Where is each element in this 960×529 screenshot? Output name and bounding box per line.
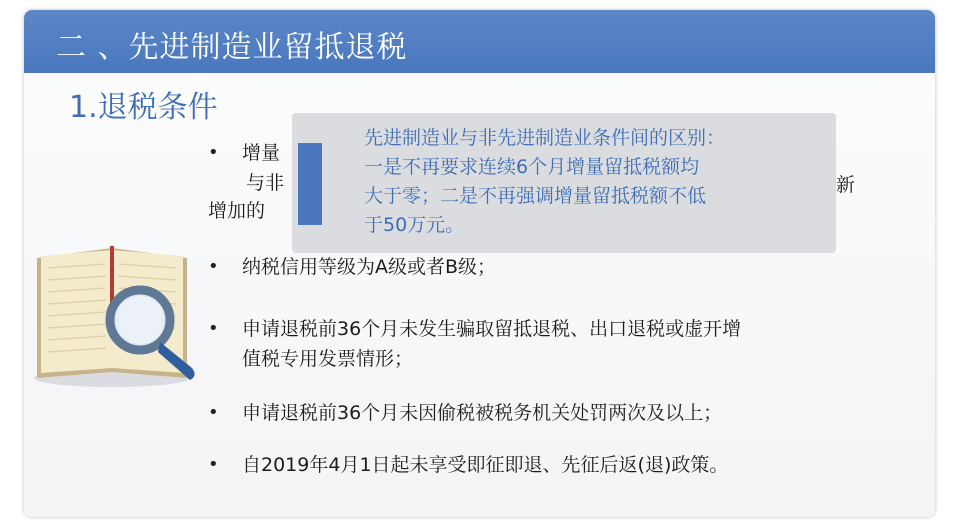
title-bar	[24, 10, 935, 73]
bullet-1-line-1: 增量	[242, 142, 281, 164]
bullet-2-text: 纳税信用等级为A级或者B级；	[242, 256, 497, 278]
bullet-dot: •	[208, 142, 219, 163]
bullet-5-text: 自2019年4月1日起未享受即征即退、先征后返(退)政策。	[242, 454, 729, 476]
bullet-dot: •	[208, 256, 219, 277]
callout-line-3: 大于零；二是不再强调增量留抵税额不低	[364, 185, 707, 207]
callout-line-1: 先进制造业与非先进制造业条件间的区别：	[364, 127, 726, 149]
bullet-dot: •	[208, 454, 219, 475]
slide-title: 二 、先进制造业留抵退税	[56, 30, 408, 65]
bullet-1-line-2: 与非	[246, 172, 285, 194]
bullet-4-text: 申请退税前36个月未因偷税被税务机关处罚两次及以上；	[242, 402, 723, 424]
bullet-3-line-1: 申请退税前36个月未发生骗取留抵退税、出口退税或虚开增	[242, 318, 742, 340]
bullet-1-partial-text: 新	[836, 174, 856, 196]
bullet-dot: •	[208, 318, 219, 339]
callout-accent-bar	[298, 143, 322, 225]
bullet-3-line-2: 值税专用发票情形；	[242, 348, 414, 370]
callout-text	[364, 124, 824, 240]
callout-line-4: 于50万元。	[364, 214, 465, 236]
callout-line-2: 一是不再要求连续6个月增量留抵税额均	[364, 156, 700, 178]
bullet-dot: •	[208, 402, 219, 423]
bullet-1-line-3: 增加的	[208, 200, 266, 222]
book-magnifier-icon	[32, 240, 202, 390]
slide	[24, 10, 935, 517]
section-subtitle: 1.退税条件	[69, 90, 218, 125]
